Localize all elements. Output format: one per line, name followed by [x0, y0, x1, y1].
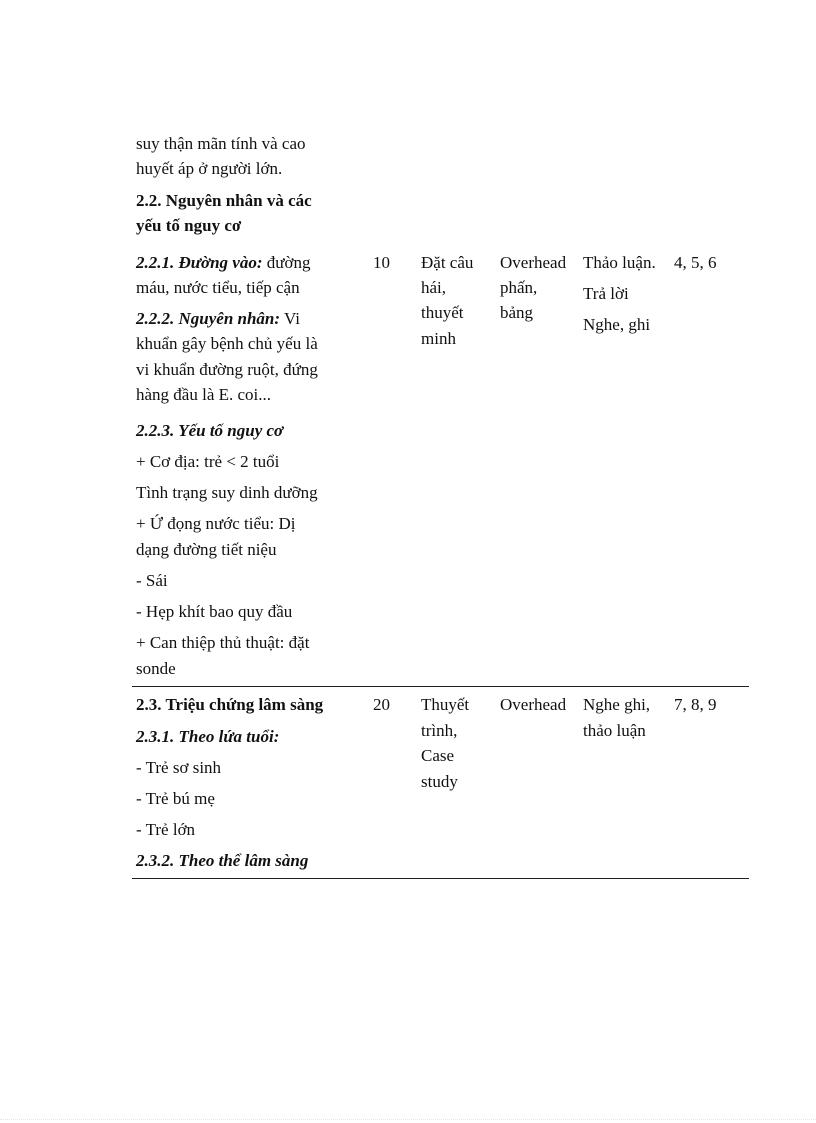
subsection-heading: 2.3.2. Theo thể lâm sàng: [136, 851, 309, 870]
activity-line: Thảo luận.: [583, 253, 656, 272]
content-line: dạng đường tiết niệu: [136, 540, 277, 559]
table-bottom-border: [132, 878, 749, 879]
content-line: vi khuẩn đường ruột, đứng: [136, 360, 318, 379]
section-heading: 2.2. Nguyên nhân và các: [136, 191, 312, 210]
content-line: - Trẻ bú mẹ: [136, 789, 215, 808]
tools-line: bảng: [500, 303, 534, 322]
method-line: trình,: [421, 721, 458, 740]
section-heading: yếu tố nguy cơ: [136, 216, 242, 235]
content-line: - Hẹp khít bao quy đầu: [136, 602, 293, 621]
section-heading: 2.3. Triệu chứng lâm sàng: [136, 695, 324, 714]
content-line: + Can thiệp thủ thuật: đặt: [136, 633, 310, 652]
table-row-divider: [132, 686, 749, 687]
content-text: Vi: [280, 309, 300, 328]
reference-cell: 7, 8, 9: [674, 695, 717, 714]
content-line: hàng đầu là E. coi...: [136, 385, 272, 404]
subsection-heading: 2.2.3. Yếu tố nguy cơ: [136, 421, 284, 440]
content-line: [136, 309, 300, 329]
subsection-heading: 2.2.1. Đường vào:: [136, 253, 263, 272]
method-line: hái,: [421, 278, 447, 297]
content-line: + Cơ địa: trẻ < 2 tuổi: [136, 452, 280, 471]
content-line: Tình trạng suy dinh dưỡng: [136, 483, 318, 502]
method-line: Thuyết: [421, 695, 470, 714]
time-cell: 10: [373, 253, 390, 272]
content-line: suy thận mãn tính và cao: [136, 134, 306, 153]
content-line: khuẩn gây bệnh chủ yếu là: [136, 334, 318, 353]
content-line: huyết áp ở người lớn.: [136, 159, 283, 178]
content-line: - Sái: [136, 571, 168, 590]
content-line: [136, 253, 310, 273]
activity-line: Nghe, ghi: [583, 315, 651, 334]
method-line: Case: [421, 746, 455, 765]
method-line: minh: [421, 329, 456, 348]
activity-line: thảo luận: [583, 721, 646, 740]
time-cell: 20: [373, 695, 390, 714]
activity-line: Nghe ghi,: [583, 695, 651, 714]
content-line: sonde: [136, 659, 176, 678]
content-text: đường: [262, 253, 311, 272]
tools-line: Overhead: [500, 695, 567, 714]
tools-line: phấn,: [500, 278, 538, 297]
content-line: - Trẻ lớn: [136, 820, 196, 839]
activity-line: Trả lời: [583, 284, 629, 303]
tools-line: Overhead: [500, 253, 567, 272]
method-line: thuyết: [421, 303, 464, 322]
content-line: + Ứ đọng nước tiểu: Dị: [136, 514, 296, 533]
method-line: Đặt câu: [421, 253, 474, 272]
page-bottom-edge: [0, 1119, 816, 1120]
reference-cell: 4, 5, 6: [674, 253, 717, 272]
method-line: study: [421, 772, 458, 791]
subsection-heading: 2.3.1. Theo lứa tuổi:: [136, 727, 280, 746]
content-line: máu, nước tiểu, tiếp cận: [136, 278, 300, 297]
content-line: - Trẻ sơ sinh: [136, 758, 222, 777]
subsection-heading: 2.2.2. Nguyên nhân:: [136, 309, 281, 328]
